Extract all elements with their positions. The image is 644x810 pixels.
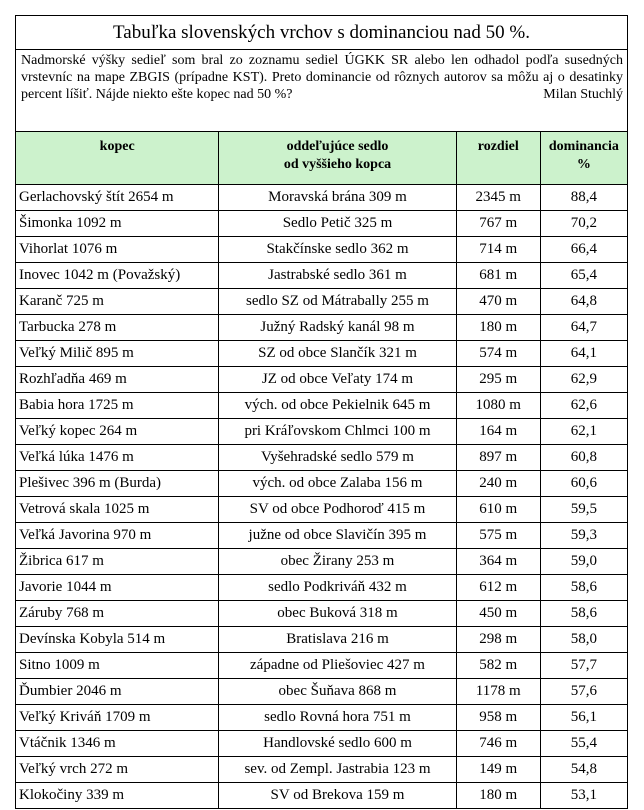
document-sheet	[15, 15, 628, 809]
table-row	[16, 185, 628, 211]
intro-note	[16, 50, 628, 132]
cell-rozdiel: 612 m	[456, 575, 540, 601]
cell-dominancia: 64,7	[540, 315, 627, 341]
note-author: Milan Stuchlý	[543, 87, 623, 102]
cell-kopec: Gerlachovský štít 2654 m	[16, 185, 219, 211]
cell-rozdiel: 681 m	[456, 263, 540, 289]
table-row	[16, 627, 628, 653]
cell-rozdiel: 450 m	[456, 601, 540, 627]
cell-sedlo: Bratislava 216 m	[219, 627, 456, 653]
cell-rozdiel: 897 m	[456, 445, 540, 471]
header-kopec: kopec	[16, 132, 219, 185]
table-row	[16, 783, 628, 809]
table-row	[16, 445, 628, 471]
table-row	[16, 549, 628, 575]
cell-rozdiel: 298 m	[456, 627, 540, 653]
cell-dominancia: 59,0	[540, 549, 627, 575]
cell-sedlo: sev. od Zempl. Jastrabia 123 m	[219, 757, 456, 783]
cell-dominancia: 54,8	[540, 757, 627, 783]
dominance-table	[15, 15, 628, 809]
cell-kopec: Veľká lúka 1476 m	[16, 445, 219, 471]
cell-sedlo: SV od obce Podhoroď 415 m	[219, 497, 456, 523]
cell-kopec: Šimonka 1092 m	[16, 211, 219, 237]
cell-rozdiel: 164 m	[456, 419, 540, 445]
note-text: Nadmorské výšky sedieľ som bral zo zoznamu sediel ÚGKK SR alebo len odhadol podľa susedných vrstevníc na mape ZBGIS (prípadne KST). Preto dominancie od rôznych autorov sa môžu aj o desatinky percent líšiť. Nájde niekto ešte kopec nad 50 %?	[21, 53, 623, 102]
cell-kopec: Tarbucka 278 m	[16, 315, 219, 341]
cell-dominancia: 58,6	[540, 575, 627, 601]
cell-sedlo: Jastrabské sedlo 361 m	[219, 263, 456, 289]
cell-rozdiel: 149 m	[456, 757, 540, 783]
cell-sedlo: vých. od obce Zalaba 156 m	[219, 471, 456, 497]
cell-dominancia: 66,4	[540, 237, 627, 263]
cell-kopec: Javorie 1044 m	[16, 575, 219, 601]
table-row	[16, 367, 628, 393]
cell-rozdiel: 746 m	[456, 731, 540, 757]
table-row	[16, 731, 628, 757]
table-row	[16, 653, 628, 679]
cell-rozdiel: 610 m	[456, 497, 540, 523]
cell-dominancia: 60,6	[540, 471, 627, 497]
cell-dominancia: 64,1	[540, 341, 627, 367]
table-row	[16, 705, 628, 731]
cell-sedlo: SV od Brekova 159 m	[219, 783, 456, 809]
table-row	[16, 679, 628, 705]
cell-sedlo: SZ od obce Slančík 321 m	[219, 341, 456, 367]
cell-dominancia: 56,1	[540, 705, 627, 731]
cell-kopec: Karanč 725 m	[16, 289, 219, 315]
cell-rozdiel: 295 m	[456, 367, 540, 393]
table-row	[16, 237, 628, 263]
cell-kopec: Vtáčnik 1346 m	[16, 731, 219, 757]
cell-rozdiel: 582 m	[456, 653, 540, 679]
cell-dominancia: 53,1	[540, 783, 627, 809]
cell-dominancia: 57,6	[540, 679, 627, 705]
table-row	[16, 211, 628, 237]
cell-kopec: Veľký kopec 264 m	[16, 419, 219, 445]
header-dominancia: dominancia %	[540, 132, 627, 185]
cell-kopec: Vetrová skala 1025 m	[16, 497, 219, 523]
cell-dominancia: 64,8	[540, 289, 627, 315]
cell-dominancia: 55,4	[540, 731, 627, 757]
cell-rozdiel: 180 m	[456, 315, 540, 341]
cell-kopec: Babia hora 1725 m	[16, 393, 219, 419]
cell-dominancia: 70,2	[540, 211, 627, 237]
cell-sedlo: obec Šuňava 868 m	[219, 679, 456, 705]
cell-rozdiel: 364 m	[456, 549, 540, 575]
cell-sedlo: obec Žirany 253 m	[219, 549, 456, 575]
table-body	[16, 185, 628, 809]
cell-dominancia: 59,5	[540, 497, 627, 523]
cell-dominancia: 65,4	[540, 263, 627, 289]
cell-sedlo: JZ od obce Veľaty 174 m	[219, 367, 456, 393]
cell-dominancia: 62,1	[540, 419, 627, 445]
table-title: Tabuľka slovenských vrchov s dominanciou nad 50 %.	[16, 16, 628, 50]
table-row	[16, 523, 628, 549]
cell-kopec: Veľký Milič 895 m	[16, 341, 219, 367]
table-row	[16, 315, 628, 341]
cell-rozdiel: 1080 m	[456, 393, 540, 419]
cell-dominancia: 60,8	[540, 445, 627, 471]
cell-sedlo: sedlo Podkriváň 432 m	[219, 575, 456, 601]
cell-sedlo: južne od obce Slavičín 395 m	[219, 523, 456, 549]
cell-kopec: Veľký vrch 272 m	[16, 757, 219, 783]
cell-dominancia: 88,4	[540, 185, 627, 211]
cell-rozdiel: 2345 m	[456, 185, 540, 211]
cell-kopec: Žibrica 617 m	[16, 549, 219, 575]
cell-sedlo: Južný Radský kanál 98 m	[219, 315, 456, 341]
cell-kopec: Záruby 768 m	[16, 601, 219, 627]
cell-sedlo: pri Kráľovskom Chlmci 100 m	[219, 419, 456, 445]
cell-kopec: Veľká Javorina 970 m	[16, 523, 219, 549]
cell-kopec: Ďumbier 2046 m	[16, 679, 219, 705]
table-row	[16, 263, 628, 289]
cell-kopec: Inovec 1042 m (Považský)	[16, 263, 219, 289]
cell-kopec: Rozhľadňa 469 m	[16, 367, 219, 393]
cell-dominancia: 59,3	[540, 523, 627, 549]
cell-dominancia: 62,6	[540, 393, 627, 419]
cell-rozdiel: 470 m	[456, 289, 540, 315]
cell-rozdiel: 575 m	[456, 523, 540, 549]
table-row	[16, 341, 628, 367]
cell-sedlo: Stakčínske sedlo 362 m	[219, 237, 456, 263]
table-row	[16, 757, 628, 783]
cell-rozdiel: 714 m	[456, 237, 540, 263]
table-row	[16, 471, 628, 497]
cell-rozdiel: 767 m	[456, 211, 540, 237]
cell-rozdiel: 574 m	[456, 341, 540, 367]
cell-sedlo: vých. od obce Pekielnik 645 m	[219, 393, 456, 419]
table-row	[16, 289, 628, 315]
cell-sedlo: sedlo Rovná hora 751 m	[219, 705, 456, 731]
cell-sedlo: Handlovské sedlo 600 m	[219, 731, 456, 757]
cell-dominancia: 58,0	[540, 627, 627, 653]
cell-sedlo: Moravská brána 309 m	[219, 185, 456, 211]
cell-rozdiel: 240 m	[456, 471, 540, 497]
cell-kopec: Vihorlat 1076 m	[16, 237, 219, 263]
header-sedlo: oddeľujúce sedlo od vyššieho kopca	[219, 132, 456, 185]
table-row	[16, 393, 628, 419]
cell-rozdiel: 180 m	[456, 783, 540, 809]
cell-kopec: Veľký Kriváň 1709 m	[16, 705, 219, 731]
header-row	[16, 132, 628, 185]
cell-sedlo: obec Buková 318 m	[219, 601, 456, 627]
cell-sedlo: sedlo SZ od Mátrabally 255 m	[219, 289, 456, 315]
cell-sedlo: západne od Pliešoviec 427 m	[219, 653, 456, 679]
cell-sedlo: Vyšehradské sedlo 579 m	[219, 445, 456, 471]
cell-dominancia: 57,7	[540, 653, 627, 679]
table-row	[16, 419, 628, 445]
table-row	[16, 497, 628, 523]
table-row	[16, 575, 628, 601]
cell-rozdiel: 1178 m	[456, 679, 540, 705]
cell-dominancia: 58,6	[540, 601, 627, 627]
cell-kopec: Sitno 1009 m	[16, 653, 219, 679]
cell-kopec: Klokočiny 339 m	[16, 783, 219, 809]
cell-kopec: Devínska Kobyla 514 m	[16, 627, 219, 653]
cell-kopec: Plešivec 396 m (Burda)	[16, 471, 219, 497]
cell-sedlo: Sedlo Petič 325 m	[219, 211, 456, 237]
cell-rozdiel: 958 m	[456, 705, 540, 731]
cell-dominancia: 62,9	[540, 367, 627, 393]
table-row	[16, 601, 628, 627]
header-rozdiel: rozdiel	[456, 132, 540, 185]
